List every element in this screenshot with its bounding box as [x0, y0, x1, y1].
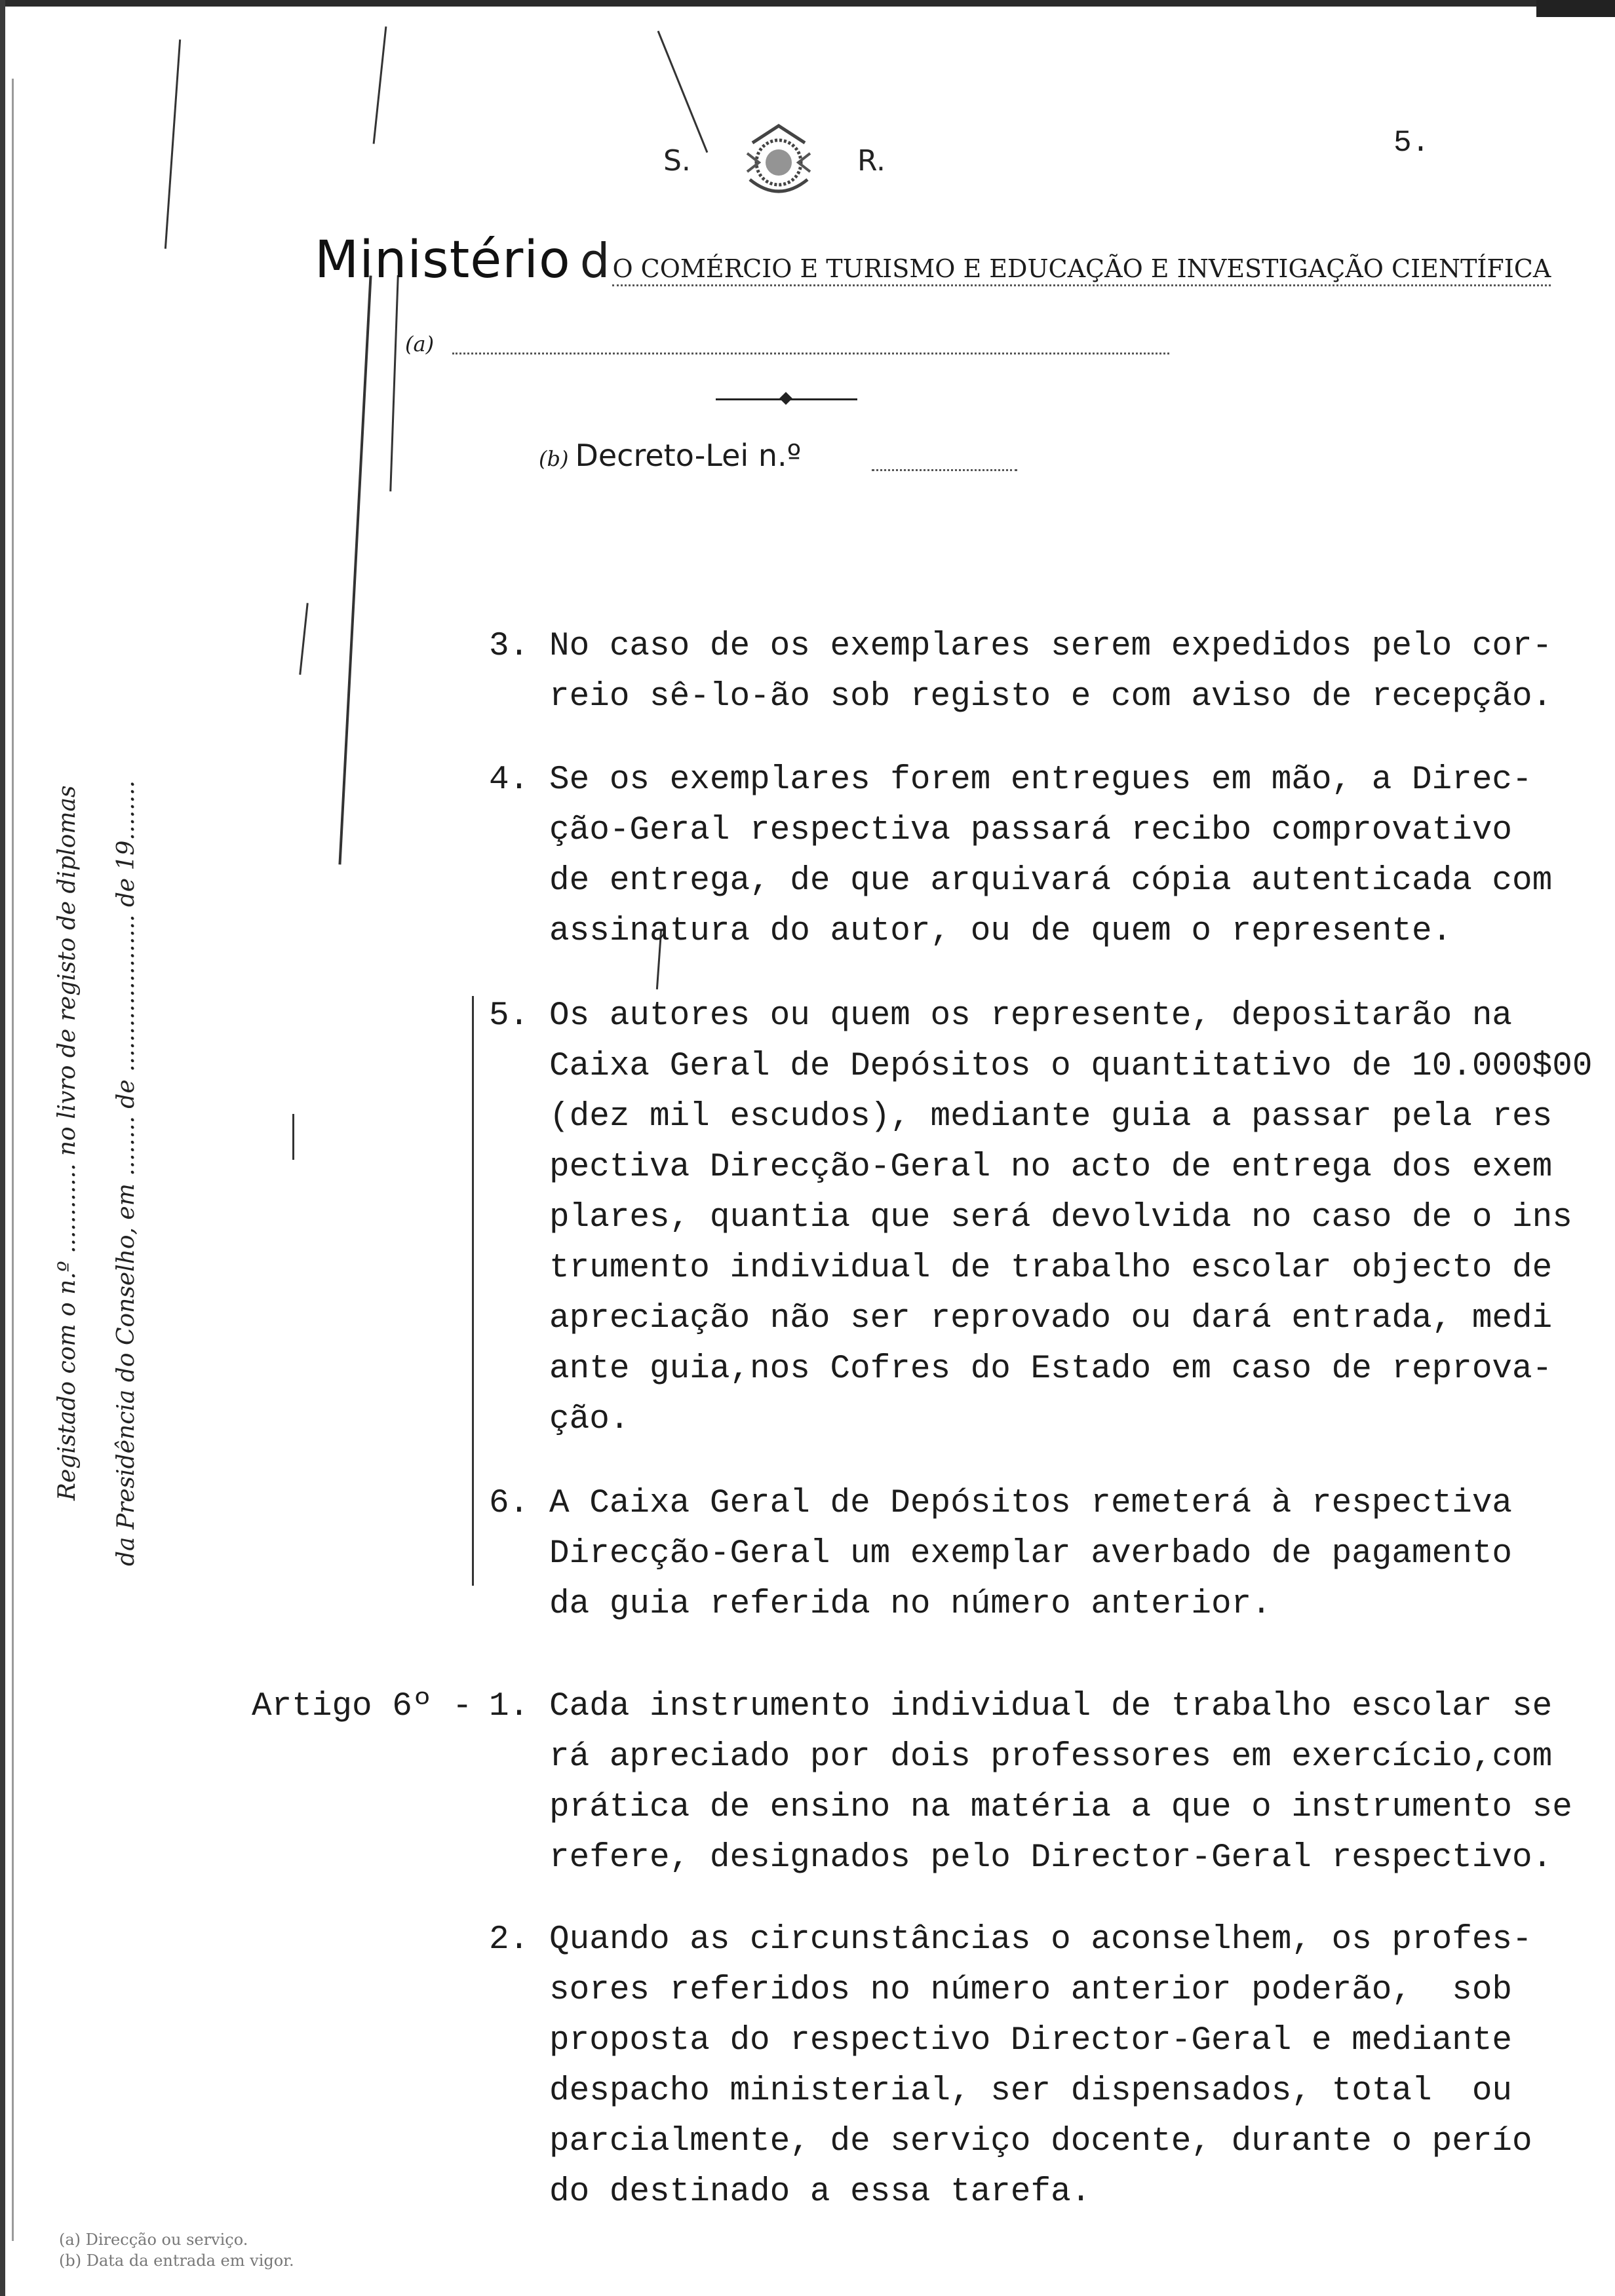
pen-stroke: [657, 31, 709, 153]
item-6-text: [549, 1478, 1512, 1630]
artigo-item-1-text: [549, 1681, 1572, 1883]
margin-presidency-note: da Presidência do Conselho, em ........ de ..................... de 19........: [113, 780, 140, 1566]
ornament-diamond: [779, 392, 792, 405]
text-line: (dez mil escudos), mediante guia a passar pela res: [549, 1098, 1553, 1136]
pen-stroke: [165, 39, 181, 248]
pen-stroke: [373, 26, 387, 144]
text-line: Cada instrumento individual de trabalho escolar se: [549, 1688, 1553, 1725]
footnote-b: (b) Data da entrada em vigor.: [59, 2251, 294, 2270]
text-line: da guia referida no número anterior.: [549, 1586, 1272, 1623]
item-number: 6.: [489, 1485, 530, 1522]
text-line: plares, quantia que será devolvida no caso de o ins: [549, 1199, 1572, 1236]
text-line: pectiva Direcção-Geral no acto de entrega dos exem: [549, 1149, 1553, 1186]
text-line: de entrega, de que arquivará cópia autenticada com: [549, 862, 1553, 900]
ministry-name: O COMÉRCIO E TURISMO E EDUCAÇÃO E INVESTIGAÇÃO CIENTÍFICA: [612, 254, 1551, 286]
text-line: assinatura do autor, ou de quem o represente.: [549, 913, 1452, 950]
field-a-marker: (a): [405, 332, 435, 356]
text-line: apreciação não ser reprovado ou dará entrada, medi: [549, 1300, 1553, 1337]
pen-stroke: [292, 1114, 294, 1160]
field-a-line: [452, 353, 1169, 354]
item-number: 2.: [489, 1921, 530, 1959]
item-5-text: [549, 991, 1592, 1445]
pen-stroke: [472, 996, 474, 1586]
scan-edge-left: [0, 0, 5, 2296]
text-line: Se os exemplares forem entregues em mão, a Direc-: [549, 761, 1532, 799]
text-line: parcialmente, de serviço docente, durante o perío: [549, 2123, 1532, 2160]
ministry-heading: [315, 231, 1551, 290]
text-line: A Caixa Geral de Depósitos remeterá à respectiva: [549, 1485, 1513, 1522]
ministry-label: Ministério: [315, 231, 571, 290]
page-number: 5.: [1393, 126, 1430, 160]
text-line: despacho ministerial, ser dispensados, total ou: [549, 2073, 1513, 2110]
text-line: ção.: [549, 1401, 630, 1438]
item-number: 5.: [489, 997, 530, 1035]
scan-edge-line: [12, 79, 14, 2241]
item-4-text: [549, 755, 1552, 957]
header-r-letter: R.: [857, 144, 885, 178]
text-line: Quando as circunstâncias o aconselhem, os profes-: [549, 1921, 1532, 1959]
item-3-text: [549, 621, 1552, 722]
scan-edge-corner: [1536, 0, 1615, 17]
text-line: sores referidos no número anterior poderão, sob: [549, 1972, 1513, 2009]
text-line: Direcção-Geral um exemplar averbado de pagamento: [549, 1535, 1513, 1573]
pen-stroke: [299, 603, 308, 675]
text-line: Os autores ou quem os represente, depositarão na: [549, 997, 1513, 1035]
text-line: ção-Geral respectiva passará recibo comprovativo: [549, 812, 1513, 849]
decreto-marker: (b): [539, 446, 569, 471]
item-number: 4.: [489, 761, 530, 799]
coat-of-arms-icon: [733, 117, 825, 208]
text-line: prática de ensino na matéria a que o instrumento se: [549, 1789, 1572, 1826]
text-line: rá apreciado por dois professores em exercício,com: [549, 1738, 1553, 1776]
pen-stroke: [389, 275, 399, 491]
scan-edge-top: [0, 0, 1615, 7]
footnote-a: (a) Direcção ou serviço.: [59, 2230, 248, 2249]
artigo-item-2-text: [549, 1915, 1532, 2217]
text-line: do destinado a essa tarefa.: [549, 2173, 1091, 2211]
artigo-label: Artigo 6º -: [252, 1688, 473, 1725]
decreto-field: [539, 438, 801, 473]
text-line: refere, designados pelo Director-Geral respectivo.: [549, 1839, 1553, 1877]
text-line: Caixa Geral de Depósitos o quantitativo de 10.000$00: [549, 1048, 1593, 1085]
ministry-prefix: d: [579, 233, 610, 288]
text-line: No caso de os exemplares serem expedidos pelo cor-: [549, 628, 1553, 665]
text-line: ante guia,nos Cofres do Estado em caso de reprova-: [549, 1350, 1553, 1388]
pen-stroke: [338, 276, 372, 865]
margin-registration-note: Registado com o n.º ............ no livro de registo de diplomas: [54, 785, 81, 1501]
text-line: proposta do respectivo Director-Geral e mediante: [549, 2022, 1513, 2059]
item-number: 3.: [489, 628, 530, 665]
text-line: trumento individual de trabalho escolar objecto de: [549, 1250, 1553, 1287]
text-line: reio sê-lo-ão sob registo e com aviso de recepção.: [549, 678, 1553, 716]
decreto-line: [872, 469, 1017, 471]
item-number: 1.: [489, 1688, 530, 1725]
decreto-label: Decreto-Lei n.º: [575, 438, 802, 473]
header-s-letter: S.: [663, 144, 691, 178]
